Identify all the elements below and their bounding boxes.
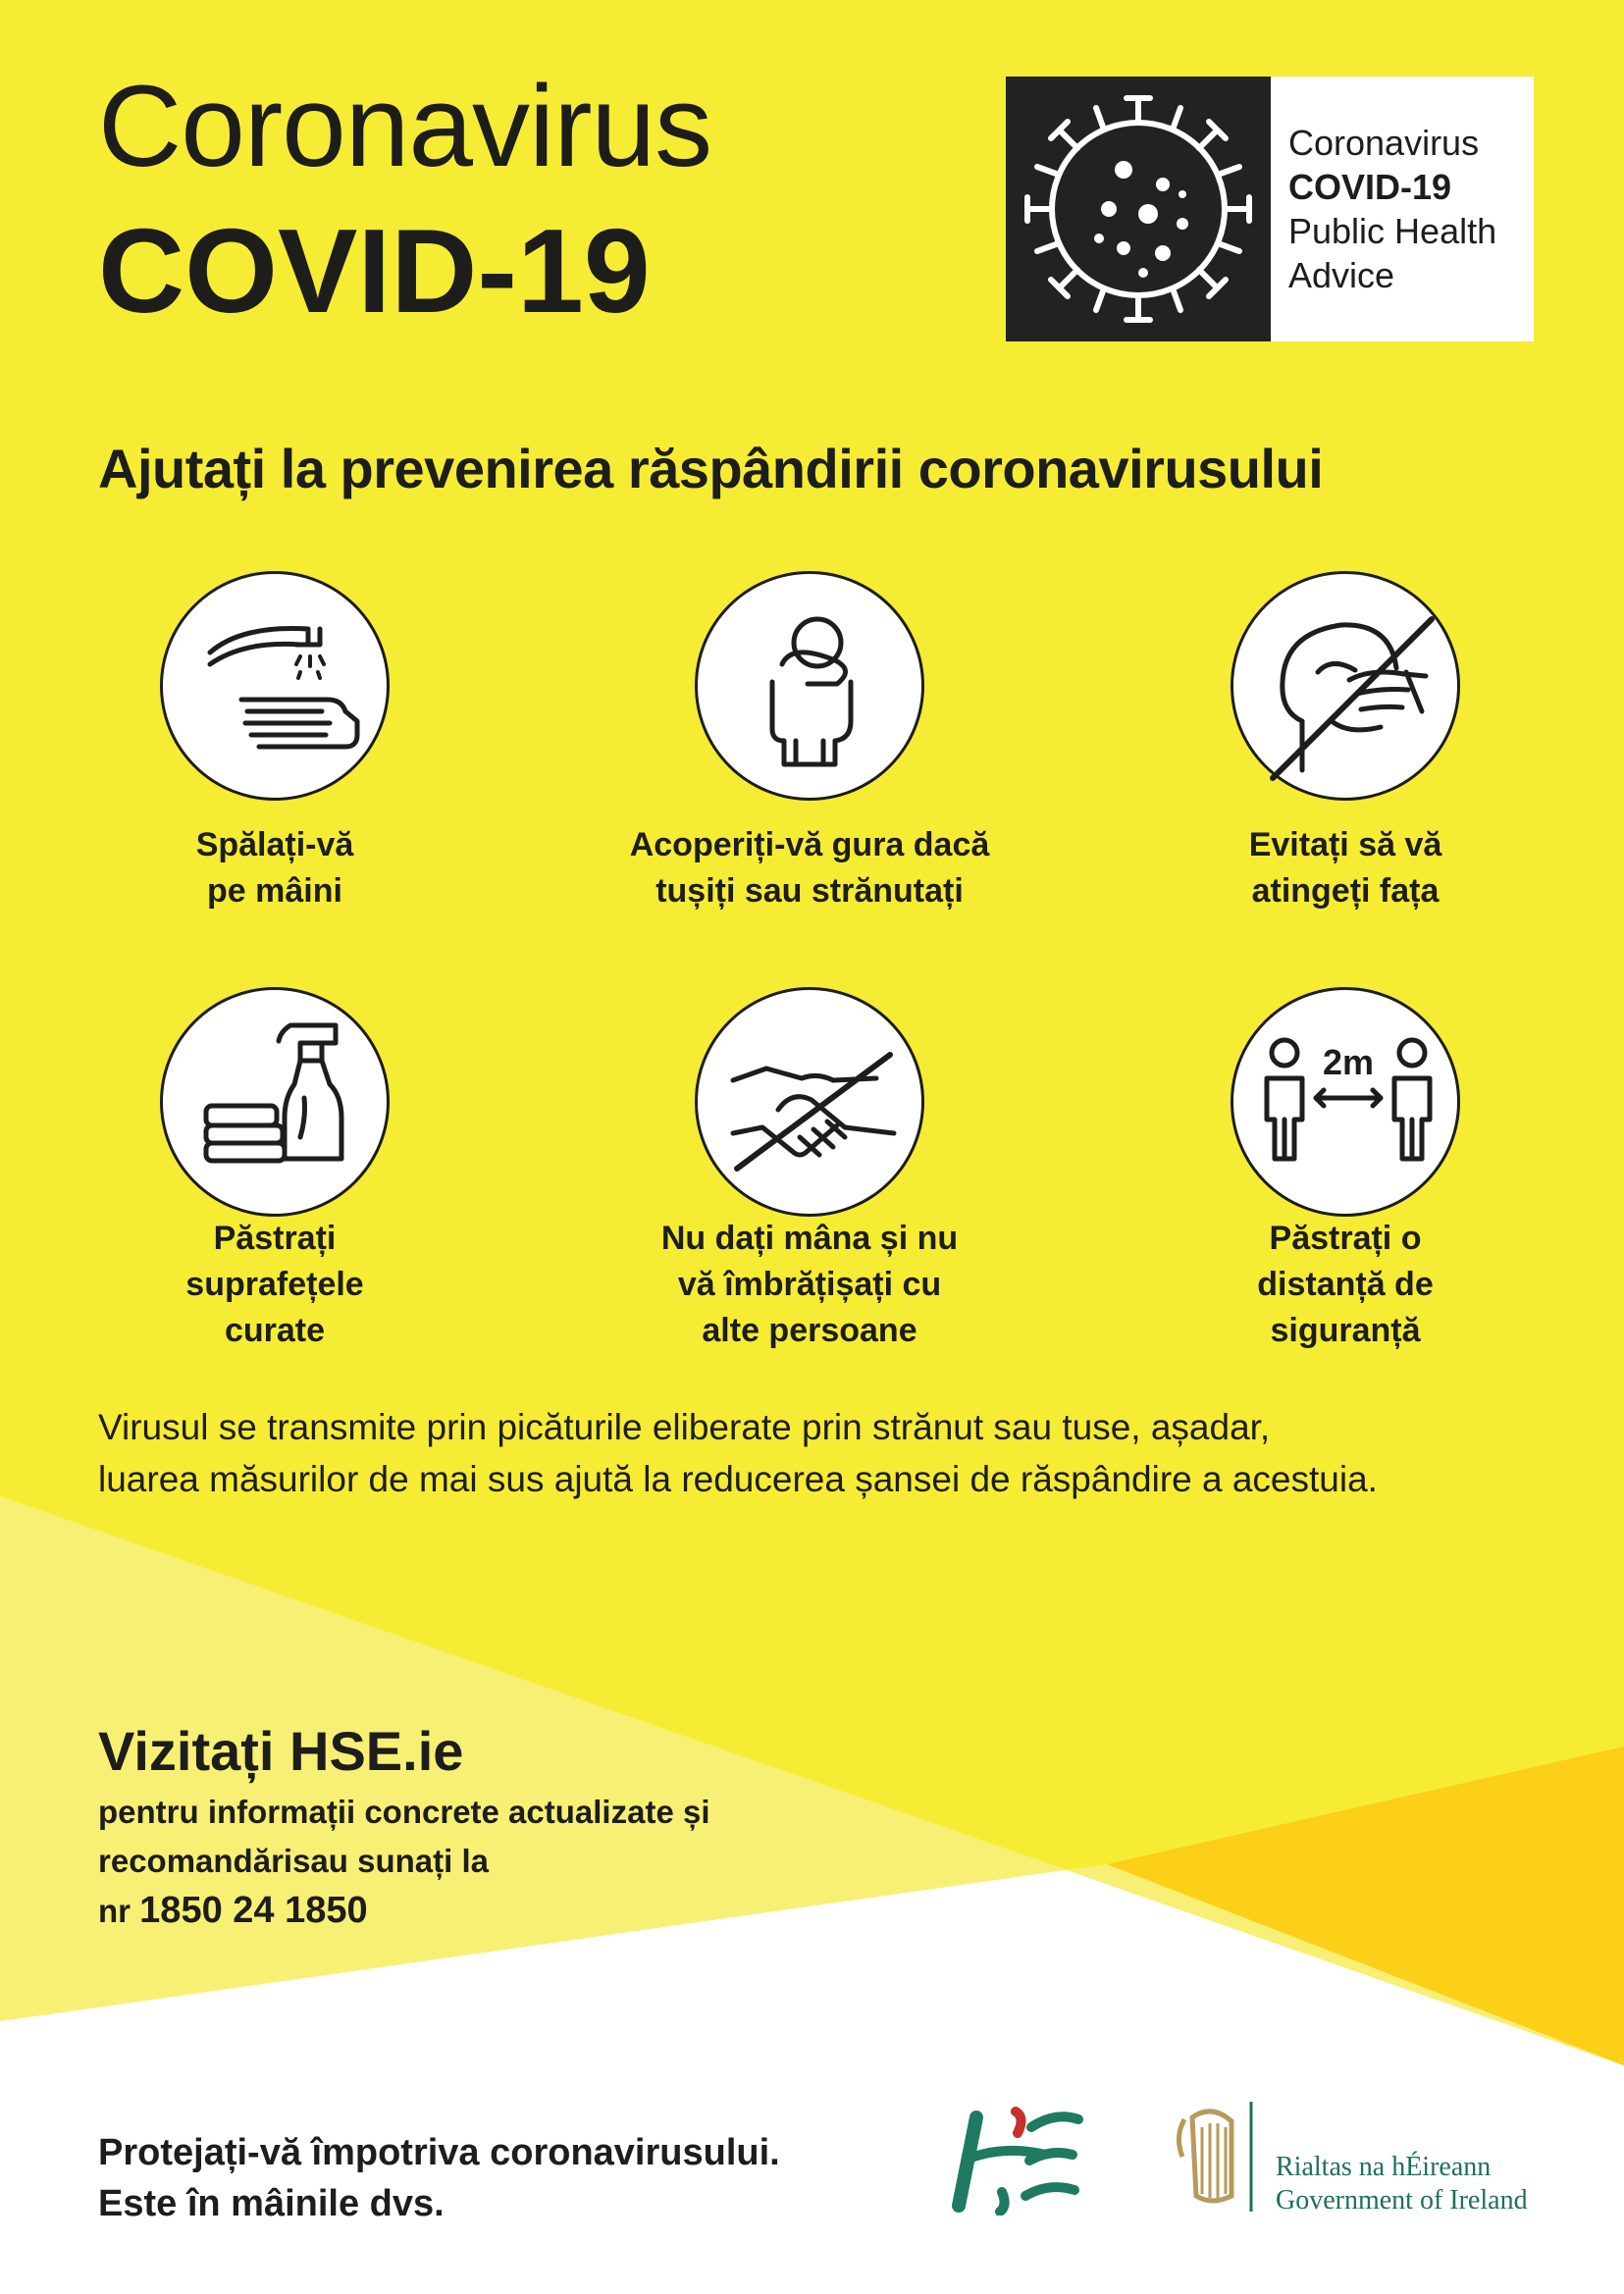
harp-emblem-icon: [1163, 2098, 1261, 2220]
visit-phone: nr 1850 24 1850: [98, 1890, 368, 1931]
title-coronavirus: Coronavirus: [98, 62, 712, 191]
public-health-badge: [1006, 77, 1534, 341]
page-subtitle: Ajutați la prevenirea răspândirii coronavirusului: [98, 438, 1324, 499]
phone-number: 1850 24 1850: [139, 1890, 368, 1931]
distance-icon: [1231, 987, 1460, 1217]
caption-cough: Acoperiți-vă gura dacă tușiți sau strănutați: [629, 826, 990, 910]
no-handshake-icon: [695, 987, 924, 1217]
caption-handwashing: Spălați-vă pe mâini: [195, 826, 354, 910]
visit-hse-heading: Vizitați HSE.ie: [98, 1720, 464, 1782]
title-covid19: COVID-19: [98, 204, 651, 338]
caption-distance: Păstrați o distanță de siguranță: [1257, 1220, 1434, 1349]
caption-handshake: Nu dați mâna și nu vă îmbrățișați cu alte persoane: [660, 1220, 959, 1349]
cleaning-spray-icon: [160, 987, 390, 1217]
handwashing-icon: [160, 571, 390, 801]
distance-label: 2m: [1322, 1042, 1375, 1082]
cough-elbow-icon: [695, 571, 924, 801]
government-of-ireland-text: Rialtas na hÉireann Government of Ireland: [1276, 2152, 1528, 2216]
hse-logo: [947, 2098, 1084, 2220]
visit-line-1: pentru informații concrete actualizate și: [98, 1794, 710, 1830]
badge-line-2: COVID-19: [1288, 167, 1452, 207]
caption-face: Evitați să vă atingeți fața: [1248, 826, 1442, 910]
badge-line-3: Public Health: [1288, 211, 1497, 251]
visit-line-2: recomandărisau sunați la: [98, 1843, 489, 1879]
caption-surfaces: Păstrați suprafețele curate: [185, 1220, 364, 1349]
badge-line-4: Advice: [1288, 255, 1395, 295]
no-face-touch-icon: [1231, 571, 1460, 801]
footer-slogan: Protejați-vă împotriva coronavirusului. Este în mâinile dvs.: [98, 2132, 780, 2224]
transmission-paragraph: Virusul se transmite prin picăturile eliberate prin strănut sau tuse, așadar, luarea măsurilor de mai sus ajută la reducerea șansei de răspândire a acestuia.: [98, 1407, 1378, 1499]
badge-line-1: Coronavirus: [1288, 123, 1480, 163]
